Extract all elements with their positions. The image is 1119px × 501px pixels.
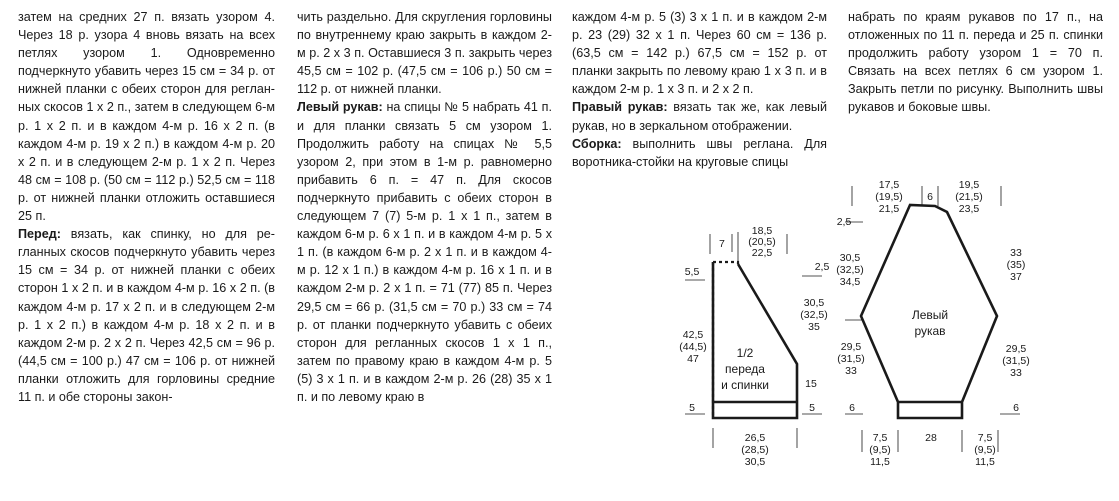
sleeve-left-2-5: 2,5	[836, 216, 852, 228]
sleeve-raglan-r3: 37	[1010, 271, 1022, 283]
sleeve-top-right-2: (21,5)	[955, 191, 983, 203]
sleeve-bottom-l2: (9,5)	[869, 444, 891, 456]
sleeve-bottom-l1: 7,5	[872, 432, 888, 444]
sleeve-raglan-r2: (35)	[1006, 259, 1026, 271]
paragraph-text: на спицы № 5 набрать 41 п. и для планки связать 5 см узором 1. Продолжить работу на спицах № 5,5 узором 2, при этом в 1-м р. равномерно прибавить 6 п. = 47 п. Для скосов подчеркнуто прибавить с обеих сторон в следующем 7 (7) 5-м р. 1 х 1 п., затем в каждом 6-м р. 6 х 1 п. и в каждом 4-м р. 5 х 1 п. (в каждом 6-м р. 2 х 1 п. и в каждом 4-м р. 12 х 1 п.) в каждом 4-м р. 16 х 1 п. и в каждом 2-м р. 2 х 1 п. = 71 (77) 85 п. Через 29,5 см = 66 р. (31,5 см = 70 р.) 33 см = 74 р. от планки подчеркнуто убавить с обеих сторон для регланных скосов 1 х 1 п., затем по правому краю в каждом 4-м р. 5 (5) 3 х 1 п. и в каждом 2-м р. 26 (28) 35 х 1 п. и по левому краю в	[297, 100, 552, 404]
sleeve-raglan-l2: (32,5)	[836, 264, 864, 276]
section-heading: Перед:	[18, 227, 61, 242]
front-right-2-5: 2,5	[814, 261, 830, 273]
sleeve-top-left-1: 17,5	[878, 179, 900, 191]
sleeve-top-right-3: 23,5	[958, 203, 980, 215]
sleeve-raglan-l1: 30,5	[839, 252, 861, 264]
front-height-3: 47	[687, 353, 699, 365]
sleeve-len-r2: (31,5)	[1002, 355, 1030, 367]
sleeve-raglan-r1: 33	[1010, 247, 1022, 259]
front-top-w2: (20,5)	[748, 236, 776, 248]
sleeve-label-2: рукав	[914, 324, 946, 338]
front-raglan-1: 30,5	[803, 297, 825, 309]
sleeve-top-mid: 6	[927, 191, 933, 203]
sleeve-bottom-r3: 11,5	[975, 456, 995, 468]
front-height-1: 42,5	[682, 329, 704, 341]
front-bottom-2: (28,5)	[741, 444, 769, 456]
section-heading: Левый рукав:	[297, 100, 383, 115]
front-left-band: 5	[689, 402, 695, 414]
paragraph-text: выполнить швы реглана. Для воротника-стойки на круговые спицы	[572, 136, 827, 169]
front-top-7: 7	[719, 238, 725, 250]
sleeve-len-l2: (31,5)	[837, 353, 865, 365]
front-label-2: переда	[725, 362, 765, 376]
front-height-2: (44,5)	[679, 341, 707, 353]
front-right-band: 5	[809, 402, 815, 414]
paragraph-text: чить раздельно. Для скругления горловины по внутреннему краю закрыть в каждом 2-м р. 2 х 3 п. Оставшиеся 3 п. закрыть через 45,5 см = 102 р. (47,5 см = 106 р.) 50 см = 112 р. от нижней планки.	[297, 10, 552, 97]
front-bottom-1: 26,5	[744, 432, 766, 444]
front-top-w3: 22,5	[751, 247, 773, 259]
sleeve-right-band: 6	[1013, 402, 1019, 414]
sleeve-len-r1: 29,5	[1005, 343, 1027, 355]
front-label-3: и спинки	[721, 378, 769, 392]
sleeve-len-l3: 33	[845, 365, 857, 377]
sleeve-top-left-3: 21,5	[878, 203, 900, 215]
sleeve-raglan-l3: 34,5	[839, 276, 861, 288]
sleeve-bottom-r2: (9,5)	[974, 444, 996, 456]
front-raglan-2: (32,5)	[800, 309, 828, 321]
paragraph-text: вязать так же, как левый рукав, но в зеркальном отображении.	[572, 100, 827, 133]
paragraph-text: каждом 4-м р. 5 (3) 3 х 1 п. и в каждом 2-м р. 23 (29) 32 х 1 п. Через 60 см = 136 р. (63,5 см = 142 р.) 67,5 см = 152 р. от планки закрыть по левому краю 1 х 3 п. и в каждом 2-м р. 1 х 3 п. и 2 х 2 п.	[572, 10, 827, 97]
sleeve-bottom-l3: 11,5	[870, 456, 890, 468]
front-back-diagram	[682, 232, 822, 448]
section-heading: Сборка:	[572, 136, 622, 151]
front-top-w1: 18,5	[751, 225, 773, 237]
front-back-labels	[679, 225, 829, 468]
sleeve-top-right-1: 19,5	[958, 179, 980, 191]
sleeve-bottom-mid: 28	[925, 432, 937, 444]
paragraph-text: вязать, как спинку, но для регланных скосов подчеркнуто убавить через 15 см = 34 р. от нижней планки с обеих сторон 1 х 2 п. и в каждом 4-м р. 16 х 2 п. (в каждом 4-м р. 17 х 2 п. и в следующем 2-м р. 1 х 2 п.) в каждом 4-м р. 18 х 2 п. и в каждом 2-м р. 2 х 2 п. Через 42,5 см = 96 р. (44,5 см = 100 р.) 47 см = 106 р. от нижней планки отложить для горловины средние 11 п. и обе стороны закон-	[18, 227, 275, 404]
sleeve-left-band: 6	[849, 402, 855, 414]
sleeve-bottom-r1: 7,5	[977, 432, 993, 444]
paragraph-text: затем на средних 27 п. вязать узором 4. Через 18 р. узора 4 вновь вязать на всех петлях узором 1. Одновременно подчеркнуто убавить через 15 см = 34 р. от нижней планки с обеих сторон для регланных скосов 1 х 2 п., затем в следующем 6-м р. 1 х 2 п. и в каждом 4-м р. 16 х 2 п. (в каждом 4-м р. 19 х 2 п.) в каждом 4-м р. 20 х 2 п. и в следующем 2-м р. 1 х 2 п. Через 48 см = 108 р. (50 см = 112 р.) 52,5 см = 118 р. от нижней планки отложить оставшиеся 25 п.	[18, 10, 275, 224]
paragraph-text: набрать по краям рукавов по 17 п., на отложенных по 11 п. переда и 25 п. спинки продолжить работу узором 1 = 70 п. Связать на всех петлях 6 см узором 1. Закрыть петли по рисунку. Выполнить швы рукавов и боковые швы.	[848, 10, 1103, 115]
sleeve-label-1: Левый	[911, 308, 949, 322]
front-bottom-3: 30,5	[744, 456, 766, 468]
front-label-1: 1/2	[736, 346, 754, 360]
sleeve-len-r3: 33	[1010, 367, 1022, 379]
front-raglan-3: 35	[808, 321, 820, 333]
sleeve-len-l1: 29,5	[840, 341, 862, 353]
sleeve-top-left-2: (19,5)	[875, 191, 903, 203]
front-right-15: 15	[805, 378, 817, 390]
section-heading: Правый рукав:	[572, 100, 668, 115]
front-left-5-5: 5,5	[684, 266, 700, 278]
